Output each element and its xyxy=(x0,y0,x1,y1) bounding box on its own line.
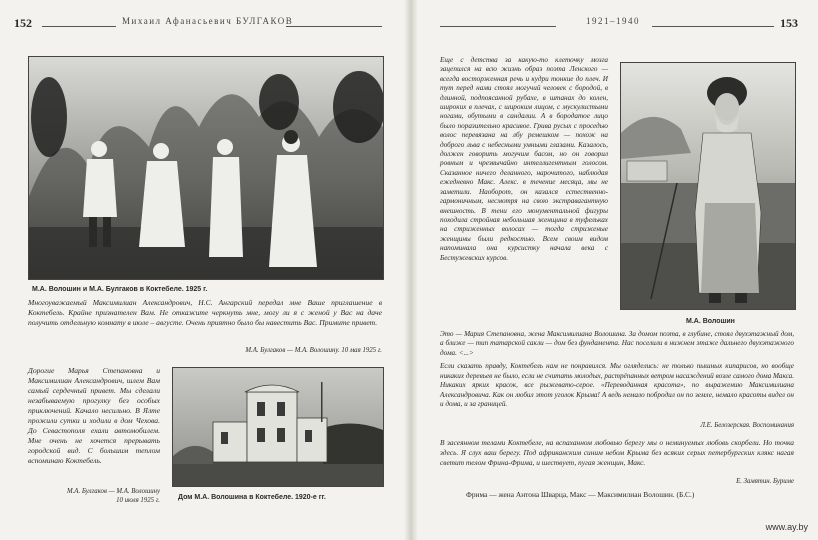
photo2-caption: Дом М.А. Волошина в Коктебеле. 1920-е гг. xyxy=(178,494,326,501)
header-rule-right-1 xyxy=(440,26,556,27)
left-page xyxy=(0,0,404,540)
poem-text: В засеянном телами Коктебеле, на вспаханном любовью берегу мы о неминуемых любовь скорбели. Но точка здесь. Я слух ваш берегу. Под африканским синим небом Крыма без всяких серых петербургских клякс нагая светит телом Фрина-Фрима, и шествует, пугая женщин, Макс. xyxy=(440,438,794,467)
watermark: www.ay.by xyxy=(765,522,808,532)
right-page xyxy=(418,0,818,540)
header-rule-right-2 xyxy=(652,26,774,27)
header-rule-left-1 xyxy=(42,26,116,27)
right-running-head: 1921–1940 xyxy=(586,16,640,26)
left-running-head: Михаил Афанасьевич БУЛГАКОВ xyxy=(122,16,294,26)
letter2-source-line2: 10 июля 1925 г. xyxy=(116,497,160,504)
memoir-column-text: Еще с детства за какую-то клеточку мозга зацепился на всю жизнь образ поэта Ленского — всегда восторженная речь и кудри тонкие до плеч. И тут перед нами стоял могучий человек с бородой, в длинной, подпоясанной рубахе, в штанах до колен, широких в плечах, с широким лицом, с мускулистыми ногами, обутыми в сандалии. А в бородатое лицо было поразительно красивое. Грива русых с проседью волос перевязана на лбу ремешком — похож на доброго льва с небесными умными глазами. Казалось, должен говорить могучим басом, но он говорил ровным и чрезвычайно интеллигентным голосом. Сказанное ничего деланного, нарочитого, наблюдая ежедневно Макс. Алекс. в течение месяца, мы не заметили. Наоборот, он казался естественно-гармоничным, несмотря на свою экстравагантную внешность. В тени его монументальной фигуры походила стройная небольшая женщина в туфельках на стриженных волосах — тогда стриженые женщины были редкостью. Всем своим видом напоминала она курсистку начала века с Бестужевских курсов. xyxy=(440,56,608,262)
photo-voloshin-house-image xyxy=(173,368,383,486)
photo-voloshin-portrait xyxy=(620,62,796,310)
memoir-paragraph-2: Если сказать правду, Коктебель нам не понравился. Мы огляделись: не только пышных кипарисов, но вообще никаких деревьев не было, если не считать молодых, растрёпанных ветром насаждений возле самого дома Макса. Никаких ярких красок, все рыжевато-серое. «Переводанная красота», по выражению Максимилиана Александровича. Как он любил этот уголок Крыма! А ведь немало побродил он по земле, немало красоты видел он и дома, и за границей. xyxy=(440,362,794,409)
memoir-continuation-text: Это — Мария Степановна, жена Максимилиана Волошина. За домом поэта, в глубине, стоял двухэтажный дом, а ближе — тип татарской сакли — дом без фундамента. Нас поселили в нижнем этаже дальнего двухэтажного дома. <...> xyxy=(440,330,794,357)
letter2-text: Дорогие Марья Степановна и Максимилиан Александрович, шлем Вам самый сердечный привет. Мы сделали незабываемую прогулку без особых приключений. Качало несильно. В Ялте прожили сутки и ходили в дом Чехова. До Севастополя ехали автомобилем. Мне очень не хочется прерывать городской вид. С большим теплом вспоминаю Коктебель. xyxy=(28,366,160,465)
letter2-source-line1: М.А. Булгаков — М.А. Волошину xyxy=(66,488,160,495)
memoir-source: Л.Е. Белозерская. Воспоминания xyxy=(700,422,794,429)
photo-voloshin-house xyxy=(172,367,384,487)
left-page-number: 152 xyxy=(14,16,32,30)
book-gutter xyxy=(404,0,418,540)
photo-voloshin-portrait-image xyxy=(621,63,795,309)
right-page-number: 153 xyxy=(780,16,798,30)
photo-voloshin-bulgakov xyxy=(28,56,384,280)
footnote: Фрима — жена Антона Шварца, Макс — Максимилиан Волошин. (Б.С.) xyxy=(466,490,695,499)
photo-portrait-caption: М.А. Волошин xyxy=(686,318,735,325)
letter1-source: М.А. Булгаков — М.А. Волошину. 10 мая 1925 г. xyxy=(245,347,382,354)
header-rule-left-2 xyxy=(286,26,382,27)
photo-voloshin-bulgakov-image xyxy=(29,57,383,279)
photo1-caption: М.А. Волошин и М.А. Булгаков в Коктебеле. 1925 г. xyxy=(32,286,208,293)
letter1-text: Многоуважаемый Максимилиан Александрович, Н.С. Ангарский передал мне Ваше приглашение в Коктебель. Крайне признателен Вам. Не откажите черкнуть мне, могу ли я с женой у Вас на даче получить отдельную комнату в июле – августе. Очень приятно было бы навестить Вас. Примите привет. xyxy=(28,298,382,327)
poem-source: Е. Замятин. Буриме xyxy=(736,478,794,485)
